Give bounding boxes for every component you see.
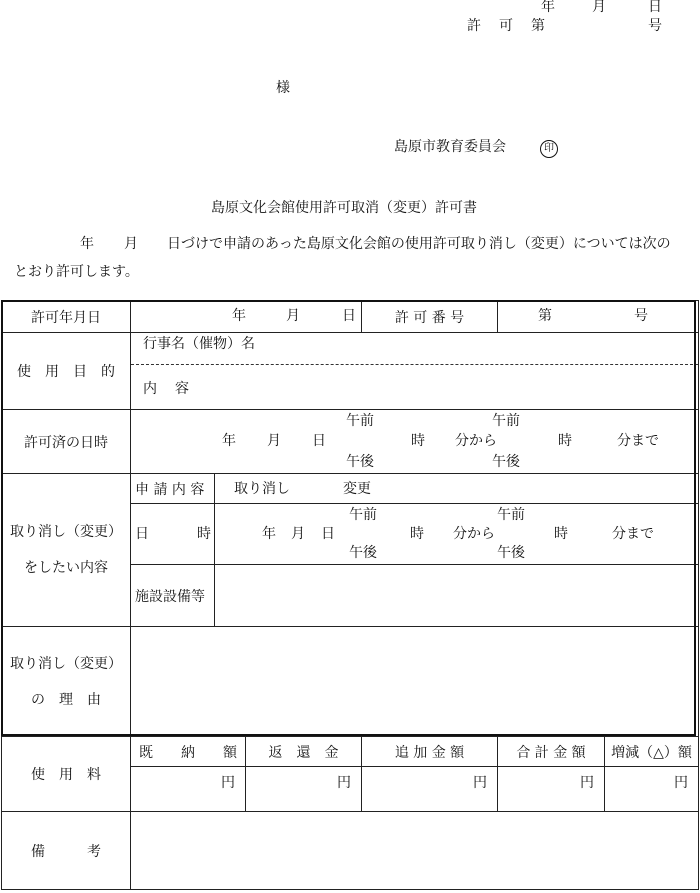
permit-date-label-cell bbox=[2, 301, 131, 333]
permitted-pm-2: 午後 bbox=[492, 454, 520, 470]
change-datetime-label-2: 時 bbox=[197, 526, 211, 542]
request-label-cell bbox=[131, 474, 215, 504]
content-label: 内 容 bbox=[143, 381, 191, 397]
facility-label-cell bbox=[131, 565, 215, 627]
change-option[interactable]: 変更 bbox=[343, 481, 371, 497]
permitted-datetime-cell[interactable] bbox=[131, 410, 699, 474]
change-from: 分から bbox=[453, 526, 495, 542]
event-name-label: 行事名（催物）名 bbox=[143, 336, 255, 352]
permit-number-prefix: 許 可 第 bbox=[467, 18, 547, 34]
fee-header-text-1: 既 納 額 bbox=[139, 744, 237, 761]
permit-number-label-cell bbox=[362, 301, 498, 333]
fee-amount-2[interactable] bbox=[246, 767, 362, 812]
recipient-honorific: 様 bbox=[276, 80, 290, 96]
yen-unit-1: 円 bbox=[221, 775, 235, 791]
fee-header-3 bbox=[362, 737, 498, 767]
issuer-name: 島原市教育委員会 bbox=[394, 139, 506, 155]
permitted-pm-1: 午後 bbox=[346, 454, 374, 470]
permit-number-label: 許 可 番 号 bbox=[394, 309, 465, 326]
permitted-am-1: 午前 bbox=[346, 413, 374, 429]
intro-month: 月 bbox=[124, 236, 138, 252]
yen-unit-5: 円 bbox=[674, 775, 689, 791]
permit-date-cell[interactable] bbox=[131, 301, 362, 333]
change-label-line1: 取り消し（変更） bbox=[10, 524, 122, 540]
yen-unit-3: 円 bbox=[473, 775, 488, 791]
document-title: 島原文化会館使用許可取消（変更）許可書 bbox=[211, 200, 477, 216]
permitted-month: 月 bbox=[267, 433, 281, 449]
remarks-label-cell bbox=[2, 812, 131, 890]
fee-header-4 bbox=[498, 737, 605, 767]
facility-label: 施設設備等 bbox=[135, 588, 205, 605]
intro-year: 年 bbox=[80, 236, 94, 252]
purpose-label: 使 用 目 的 bbox=[17, 364, 115, 380]
permit-date-day: 日 bbox=[342, 308, 356, 324]
change-am-1: 午前 bbox=[349, 507, 377, 523]
fee-header-text-4: 合 計 金 額 bbox=[516, 744, 586, 761]
change-year: 年 bbox=[262, 526, 276, 542]
change-pm-1: 午後 bbox=[349, 545, 377, 561]
fee-amount-5[interactable] bbox=[605, 767, 699, 812]
change-datetime-label-cell bbox=[131, 504, 215, 565]
permitted-from: 分から bbox=[455, 433, 497, 449]
fee-header-text-5: 増減（△）額 bbox=[611, 744, 692, 761]
fee-header-1 bbox=[131, 737, 246, 767]
permit-number-go: 号 bbox=[634, 308, 649, 324]
permit-date-month: 月 bbox=[286, 308, 300, 324]
change-hour-1: 時 bbox=[410, 526, 424, 542]
permitted-hour-1: 時 bbox=[411, 433, 425, 449]
header-month: 月 bbox=[592, 0, 606, 15]
yen-unit-4: 円 bbox=[580, 775, 595, 791]
permit-date-label: 許可年月日 bbox=[31, 309, 101, 326]
change-datetime-label-1: 日 bbox=[135, 526, 149, 542]
change-hour-2: 時 bbox=[554, 526, 568, 542]
purpose-divider bbox=[131, 364, 698, 365]
fee-header-2 bbox=[246, 737, 362, 767]
fee-label-cell bbox=[2, 737, 131, 812]
permit-date-year: 年 bbox=[232, 308, 246, 324]
fee-amount-4[interactable] bbox=[498, 767, 605, 812]
cancel-option[interactable]: 取り消し bbox=[234, 481, 290, 497]
change-pm-2: 午後 bbox=[497, 545, 525, 561]
fee-header-text-3: 追 加 金 額 bbox=[394, 744, 465, 761]
facility-cell[interactable] bbox=[215, 565, 699, 627]
change-until: 分まで bbox=[612, 526, 654, 542]
fee-header-5 bbox=[605, 737, 699, 767]
reason-label-line2: の 理 由 bbox=[31, 691, 101, 708]
intro-text: 日づけで申請のあった島原文化会館の使用許可取り消し（変更）については次の bbox=[167, 236, 671, 252]
permit-number-suffix: 号 bbox=[648, 18, 662, 34]
purpose-label-cell bbox=[2, 333, 131, 410]
fee-label: 使 用 料 bbox=[31, 767, 101, 783]
fee-header-text-2: 返 還 金 bbox=[268, 744, 339, 761]
permit-number-cell[interactable] bbox=[498, 301, 699, 333]
yen-unit-2: 円 bbox=[337, 775, 352, 791]
reason-cell[interactable] bbox=[131, 627, 699, 737]
header-day: 日 bbox=[648, 0, 662, 15]
remarks-label: 備 考 bbox=[31, 843, 101, 860]
permitted-day: 日 bbox=[312, 433, 326, 449]
permitted-hour-2: 時 bbox=[558, 433, 572, 449]
permit-table bbox=[1, 300, 699, 890]
header-year: 年 bbox=[541, 0, 555, 15]
seal-mark: 印 bbox=[540, 140, 558, 158]
permit-number-dai: 第 bbox=[538, 308, 553, 324]
reason-label-line1: 取り消し（変更） bbox=[10, 655, 122, 672]
fee-amount-3[interactable] bbox=[362, 767, 498, 812]
permitted-am-2: 午前 bbox=[492, 413, 520, 429]
permitted-datetime-label: 許可済の日時 bbox=[24, 434, 108, 451]
fee-amount-1[interactable] bbox=[131, 767, 246, 812]
change-month: 月 bbox=[291, 526, 305, 542]
change-datetime-cell[interactable] bbox=[215, 504, 699, 565]
purpose-cell[interactable] bbox=[131, 333, 699, 410]
change-label-cell bbox=[2, 474, 131, 627]
change-day: 日 bbox=[321, 526, 335, 542]
reason-label-cell bbox=[2, 627, 131, 737]
change-label-line2: をしたい内容 bbox=[24, 560, 108, 576]
remarks-cell[interactable] bbox=[131, 812, 699, 890]
request-label: 申 請 内 容 bbox=[135, 481, 205, 498]
permitted-datetime-label-cell bbox=[2, 410, 131, 474]
permitted-year: 年 bbox=[222, 433, 236, 449]
permitted-until: 分まで bbox=[617, 433, 659, 449]
request-cell[interactable] bbox=[215, 474, 699, 504]
change-am-2: 午前 bbox=[497, 507, 525, 523]
intro-text-line2: とおり許可します。 bbox=[14, 264, 139, 280]
